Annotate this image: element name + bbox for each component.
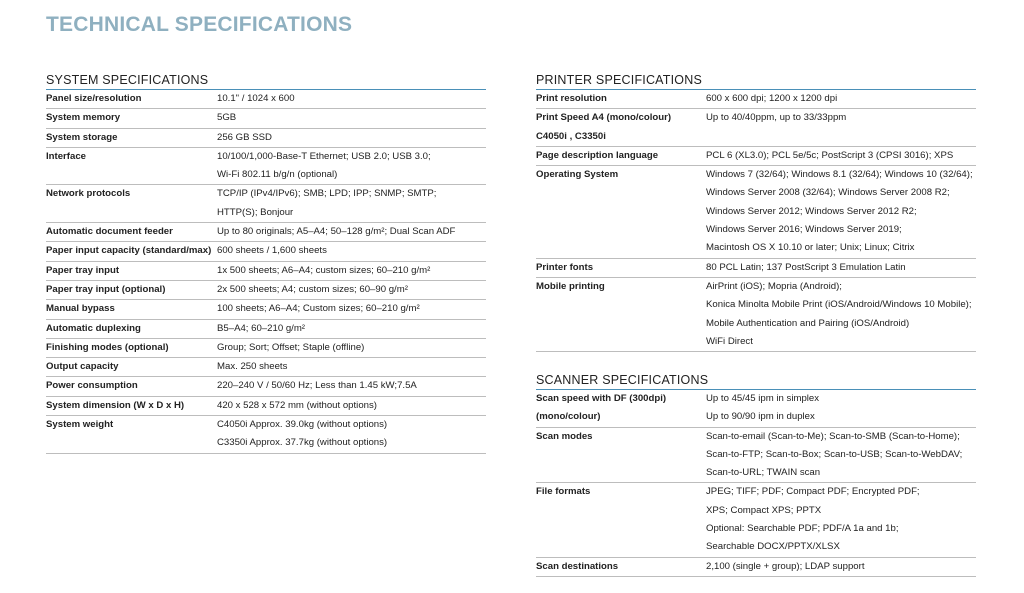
spec-label-line: Power consumption: [46, 380, 138, 392]
spec-value-line: Optional: Searchable PDF; PDF/A 1a and 1b;: [706, 523, 899, 535]
spec-label: [46, 262, 217, 280]
spec-value: [706, 166, 976, 257]
spec-value-line: WiFi Direct: [706, 335, 753, 347]
spec-value-line: 80 PCL Latin; 137 PostScript 3 Emulation Latin: [706, 261, 906, 273]
spec-value: [217, 148, 486, 185]
spec-value: [217, 281, 486, 299]
spec-label-line: Paper tray input: [46, 264, 120, 276]
spec-label: [46, 377, 217, 395]
spec-value-line: Up to 90/90 ipm in duplex: [706, 411, 815, 423]
spec-label-line: [536, 446, 706, 464]
spec-value-line: Up to 40/40ppm, up to 33/33ppm: [706, 112, 847, 124]
spec-row: [536, 90, 976, 109]
spec-label-line: [536, 333, 706, 351]
section-title: SYSTEM SPECIFICATIONS: [46, 73, 486, 90]
spec-value-line: Max. 250 sheets: [217, 361, 288, 373]
spec-row: [46, 262, 486, 281]
spec-value: [217, 185, 486, 222]
spec-label-line: Print resolution: [536, 93, 607, 104]
spec-label-line: [536, 203, 706, 221]
spec-value-line: 600 sheets / 1,600 sheets: [217, 245, 327, 257]
spec-label-line: (mono/colour): [536, 411, 601, 423]
spec-table: [536, 390, 976, 577]
spec-value: [217, 242, 486, 260]
spec-value: [706, 428, 976, 483]
spec-label-line: [536, 184, 706, 202]
spec-label-line: System memory: [46, 112, 121, 124]
spec-value-line: Windows Server 2008 (32/64); Windows Server 2008 R2;: [706, 187, 950, 199]
spec-value: [217, 262, 486, 280]
spec-value: [217, 109, 486, 127]
spec-value: [217, 339, 486, 357]
spec-value: [706, 390, 976, 427]
spec-row: [536, 390, 976, 428]
spec-label-line: Panel size/resolution: [46, 93, 142, 104]
spec-label: [46, 416, 217, 453]
spec-label-line: Scan modes: [536, 430, 593, 442]
spec-label: [46, 242, 217, 260]
spec-value: [217, 129, 486, 147]
spec-value-line: HTTP(S); Bonjour: [217, 206, 294, 218]
spec-label-line: Mobile printing: [536, 280, 605, 292]
spec-label-line: Print Speed A4 (mono/colour): [536, 112, 672, 124]
spec-label: [536, 428, 706, 483]
spec-value-line: 600 x 600 dpi; 1200 x 1200 dpi: [706, 93, 838, 104]
spec-row: [536, 147, 976, 166]
spec-label-line: Automatic document feeder: [46, 226, 173, 238]
spec-label-line: Manual bypass: [46, 303, 115, 315]
spec-row: [46, 223, 486, 242]
printer-specifications-section: [536, 73, 976, 352]
system-specifications-section: [46, 73, 486, 454]
spec-value-line: B5–A4; 60–210 g/m²: [217, 322, 306, 334]
spec-row: [46, 320, 486, 339]
spec-table: [46, 90, 486, 454]
spec-value-line: Windows 7 (32/64); Windows 8.1 (32/64); Windows 10 (32/64);: [706, 169, 973, 181]
spec-row: [46, 242, 486, 261]
spec-row: [536, 483, 976, 557]
spec-label-line: [46, 166, 217, 184]
spec-value-line: Wi-Fi 802.11 b/g/n (optional): [217, 169, 338, 181]
spec-value: [217, 416, 486, 453]
spec-label-line: [536, 239, 706, 257]
scanner-specifications-section: [536, 373, 976, 577]
spec-label: [46, 185, 217, 222]
spec-row: [46, 416, 486, 454]
spec-table: [536, 90, 976, 352]
spec-value-line: Scan-to-FTP; Scan-to-Box; Scan-to-USB; Scan-to-WebDAV;: [706, 448, 963, 460]
spec-label: [46, 339, 217, 357]
section-title: SCANNER SPECIFICATIONS: [536, 373, 976, 390]
spec-row: [46, 281, 486, 300]
spec-value-line: AirPrint (iOS); Mopria (Android);: [706, 280, 842, 292]
spec-row: [46, 339, 486, 358]
spec-value-line: 2,100 (single + group); LDAP support: [706, 560, 865, 572]
spec-label: [46, 90, 217, 108]
spec-label-line: Automatic duplexing: [46, 322, 141, 334]
spec-value: [217, 90, 486, 108]
spec-label: [536, 259, 706, 277]
spec-value-line: 256 GB SSD: [217, 131, 272, 143]
spec-label-line: Operating System: [536, 169, 619, 181]
spec-label-line: Page description language: [536, 149, 659, 161]
spec-value-line: Windows Server 2012; Windows Server 2012 R2;: [706, 205, 917, 217]
spec-row: [46, 358, 486, 377]
spec-value: [217, 358, 486, 376]
spec-row: [46, 109, 486, 128]
spec-value: [706, 90, 976, 108]
spec-label-line: [536, 520, 706, 538]
spec-label-line: [46, 434, 217, 452]
spec-value-line: 420 x 528 x 572 mm (without options): [217, 399, 377, 411]
spec-value-line: 10.1" / 1024 x 600: [217, 93, 295, 104]
spec-value-line: JPEG; TIFF; PDF; Compact PDF; Encrypted PDF;: [706, 486, 920, 498]
spec-row: [536, 166, 976, 258]
spec-value-line: Scan-to-email (Scan-to-Me); Scan-to-SMB (Scan-to-Home);: [706, 430, 960, 442]
spec-label-line: [536, 464, 706, 482]
spec-label: [46, 300, 217, 318]
spec-label: [46, 281, 217, 299]
spec-label: [46, 223, 217, 241]
spec-value: [217, 377, 486, 395]
spec-label: [536, 483, 706, 556]
spec-row: [46, 300, 486, 319]
spec-row: [536, 558, 976, 577]
spec-label-line: Interface: [46, 150, 86, 162]
spec-value: [706, 278, 976, 351]
spec-value-line: TCP/IP (IPv4/IPv6); SMB; LPD; IPP; SNMP; SMTP;: [217, 188, 437, 200]
spec-row: [536, 109, 976, 147]
spec-label-line: System weight: [46, 419, 114, 431]
spec-row: [536, 259, 976, 278]
spec-value: [217, 300, 486, 318]
spec-label: [46, 320, 217, 338]
spec-label-line: Finishing modes (optional): [46, 341, 169, 353]
spec-label-line: Network protocols: [46, 188, 131, 200]
spec-label-line: C4050i , C3350i: [536, 130, 606, 142]
spec-label-line: System dimension (W x D x H): [46, 399, 185, 411]
spec-value: [706, 483, 976, 556]
spec-value-line: 5GB: [217, 112, 237, 124]
spec-label-line: Paper input capacity (standard/max): [46, 245, 212, 257]
spec-value-line: XPS; Compact XPS; PPTX: [706, 504, 822, 516]
spec-value-line: Mobile Authentication and Pairing (iOS/Android): [706, 317, 910, 329]
spec-value-line: [706, 128, 976, 146]
spec-value: [706, 558, 976, 576]
spec-value-line: Windows Server 2016; Windows Server 2019;: [706, 224, 902, 236]
spec-value-line: C4050i Approx. 39.0kg (without options): [217, 419, 388, 431]
spec-value-line: Up to 45/45 ipm in simplex: [706, 393, 820, 404]
spec-label: [46, 358, 217, 376]
spec-label-line: Output capacity: [46, 361, 119, 373]
spec-row: [536, 278, 976, 352]
spec-value: [706, 259, 976, 277]
spec-label-line: System storage: [46, 131, 118, 143]
spec-row: [536, 428, 976, 484]
spec-label-line: [536, 538, 706, 556]
spec-label: [536, 166, 706, 257]
spec-value-line: PCL 6 (XL3.0); PCL 5e/5c; PostScript 3 (CPSI 3016); XPS: [706, 149, 954, 161]
spec-value-line: Konica Minolta Mobile Print (iOS/Android/Windows 10 Mobile);: [706, 299, 972, 311]
spec-value: [217, 223, 486, 241]
spec-value-line: Searchable DOCX/PPTX/XLSX: [706, 541, 840, 553]
spec-label: [46, 129, 217, 147]
spec-label-line: [536, 315, 706, 333]
spec-label-line: [46, 204, 217, 222]
spec-row: [46, 377, 486, 396]
spec-row: [46, 397, 486, 416]
spec-row: [46, 129, 486, 148]
spec-value-line: 10/100/1,000-Base-T Ethernet; USB 2.0; USB 3.0;: [217, 150, 431, 162]
spec-row: [46, 185, 486, 223]
spec-label: [536, 109, 706, 146]
spec-label: [46, 397, 217, 415]
spec-value-line: Scan-to-URL; TWAIN scan: [706, 467, 821, 479]
page-title: TECHNICAL SPECIFICATIONS: [46, 13, 353, 36]
spec-value-line: C3350i Approx. 37.7kg (without options): [217, 437, 388, 449]
spec-label-line: [536, 502, 706, 520]
spec-label-line: [536, 221, 706, 239]
spec-label-line: Scan destinations: [536, 560, 619, 572]
spec-label-line: Printer fonts: [536, 261, 594, 273]
spec-label-line: Paper tray input (optional): [46, 283, 166, 295]
spec-label-line: [536, 296, 706, 314]
spec-row: [46, 148, 486, 186]
spec-label: [536, 90, 706, 108]
spec-row: [46, 90, 486, 109]
spec-label: [536, 278, 706, 351]
spec-value: [217, 320, 486, 338]
spec-value-line: Group; Sort; Offset; Staple (offline): [217, 341, 365, 353]
spec-value-line: Macintosh OS X 10.10 or later; Unix; Linux; Citrix: [706, 242, 915, 254]
spec-value-line: 220–240 V / 50/60 Hz; Less than 1.45 kW;7.5A: [217, 380, 417, 392]
spec-label: [46, 109, 217, 127]
spec-value-line: 2x 500 sheets; A4; custom sizes; 60–90 g/m²: [217, 283, 408, 295]
spec-value: [706, 147, 976, 165]
spec-value-line: Up to 80 originals; A5–A4; 50–128 g/m²; Dual Scan ADF: [217, 226, 456, 238]
spec-label-line: Scan speed with DF (300dpi): [536, 393, 667, 404]
spec-value-line: 1x 500 sheets; A6–A4; custom sizes; 60–210 g/m²: [217, 264, 431, 276]
spec-value: [217, 397, 486, 415]
spec-label: [536, 390, 706, 427]
spec-label-line: File formats: [536, 486, 591, 498]
spec-value-line: 100 sheets; A6–A4; Custom sizes; 60–210 g/m²: [217, 303, 420, 315]
spec-value: [706, 109, 976, 146]
section-title: PRINTER SPECIFICATIONS: [536, 73, 976, 90]
spec-label: [536, 147, 706, 165]
spec-label: [46, 148, 217, 185]
spec-label: [536, 558, 706, 576]
